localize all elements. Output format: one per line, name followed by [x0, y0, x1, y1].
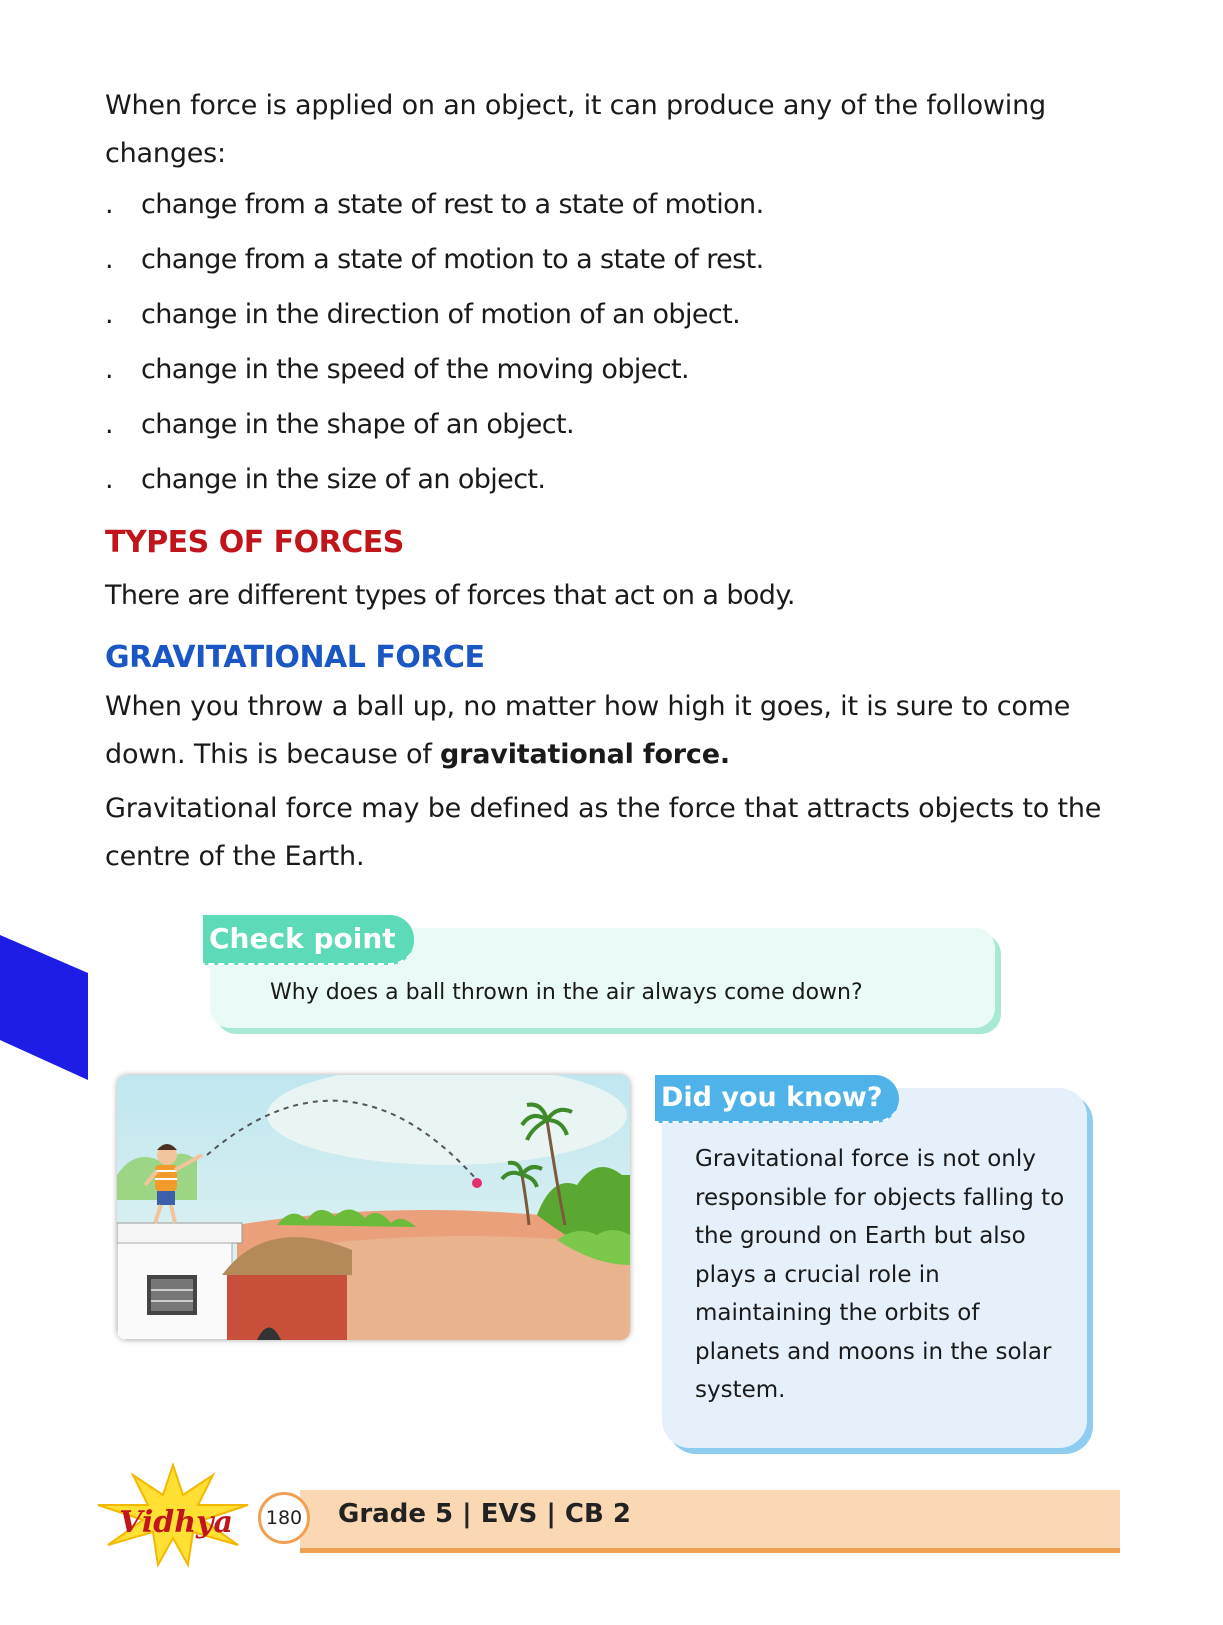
intro-paragraph: When force is applied on an object, it can produce any of the following changes: [105, 90, 1046, 169]
list-item: . change in the speed of the moving object. [105, 350, 764, 405]
did-you-know-label: Did you know? [655, 1075, 899, 1123]
bullet-marker: . [105, 354, 113, 385]
checkpoint-label: Check point [203, 915, 414, 965]
footer-title: Grade 5 | EVS | CB 2 [338, 1499, 631, 1529]
bullet-marker: . [105, 299, 113, 330]
list-item: . change from a state of motion to a state of rest. [105, 240, 764, 295]
bullet-marker: . [105, 244, 113, 275]
list-item: . change in the size of an object. [105, 460, 764, 515]
gravity-paragraph-2: Gravitational force may be defined as the force that attracts objects to the centre of the Earth. [105, 793, 1102, 872]
list-item: . change in the shape of an object. [105, 405, 764, 460]
types-paragraph: There are different types of forces that act on a body. [105, 580, 795, 611]
ball-throw-illustration [117, 1075, 630, 1340]
changes-list [105, 185, 764, 515]
gravitational-heading: GRAVITATIONAL FORCE [105, 640, 485, 675]
bullet-marker: . [105, 409, 113, 440]
did-you-know-text: Gravitational force is not only responsible for objects falling to the ground on Earth but also plays a crucial role in maintaining the orbits of planets and moons in the solar system. [695, 1146, 1065, 1403]
bullet-marker: . [105, 189, 113, 220]
list-item: . change in the direction of motion of an object. [105, 295, 764, 350]
key-term: gravitational force. [440, 739, 730, 770]
list-item: . change from a state of rest to a state of motion. [105, 185, 764, 240]
vidhya-logo [88, 1460, 258, 1570]
gravity-paragraph-1: When you throw a ball up, no matter how high it goes, it is sure to come down. This is because of gravitational force. [105, 691, 1071, 770]
logo-wordmark: Vidhya [119, 1505, 233, 1540]
footer-underline [300, 1548, 1120, 1553]
bullet-marker: . [105, 464, 113, 495]
page-number: 180 [258, 1492, 310, 1544]
checkpoint-question: Why does a ball thrown in the air always come down? [270, 980, 863, 1005]
types-heading: TYPES OF FORCES [105, 525, 404, 560]
side-marker [0, 935, 88, 1080]
